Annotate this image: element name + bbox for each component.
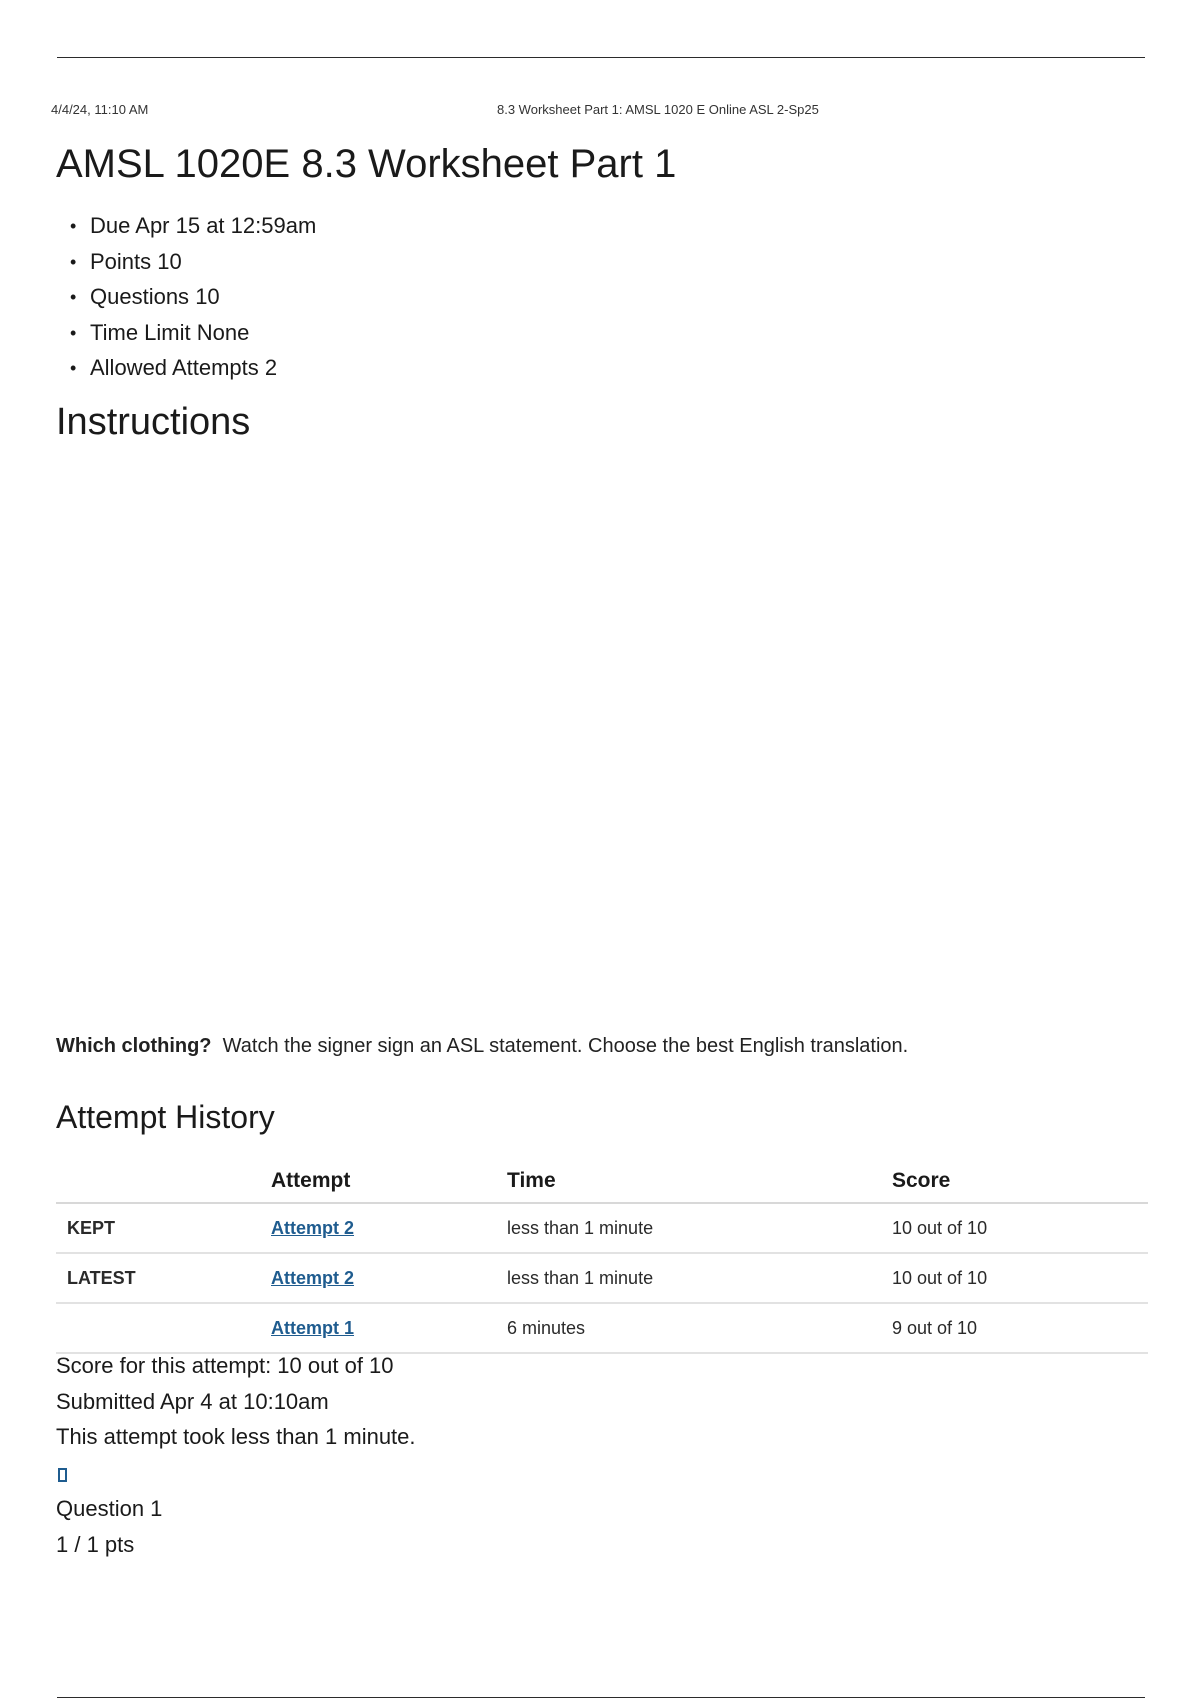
attempt-flag: LATEST: [56, 1253, 271, 1303]
attempt-time: 6 minutes: [507, 1303, 892, 1353]
instructions-video-area: [56, 470, 1144, 1010]
attempt-score: 9 out of 10: [892, 1303, 1148, 1353]
table-row: [56, 1303, 1148, 1353]
column-header-attempt: Attempt: [271, 1160, 507, 1203]
attempt-flag: [56, 1303, 271, 1353]
table-row: [56, 1203, 1148, 1253]
print-date: 4/4/24, 11:10 AM: [51, 102, 149, 117]
attempt-link[interactable]: Attempt 1: [271, 1317, 355, 1338]
quiz-detail-label: Time Limit: [90, 319, 191, 345]
quiz-detail-label: Points: [90, 248, 152, 274]
table-header-row: [56, 1160, 1148, 1203]
quiz-detail-allowed-attempts: [70, 354, 316, 390]
instructions-heading: Instructions: [56, 401, 251, 443]
attempt-link[interactable]: Attempt 2: [271, 1267, 355, 1288]
question-header: [56, 1495, 162, 1567]
attempt-history-heading: Attempt History: [56, 1099, 275, 1135]
quiz-detail-questions: [70, 283, 316, 319]
quiz-detail-value: 10: [157, 248, 182, 274]
attempt-link[interactable]: Attempt 2: [271, 1217, 355, 1238]
attempt-time: less than 1 minute: [507, 1253, 892, 1303]
attempt-flag: KEPT: [56, 1203, 271, 1253]
attempt-duration-text: This attempt took less than 1 minute.: [56, 1424, 416, 1449]
print-page-title: 8.3 Worksheet Part 1: AMSL 1020 E Online ASL 2-Sp25: [497, 102, 819, 117]
page-title: AMSL 1020E 8.3 Worksheet Part 1: [56, 142, 677, 186]
quiz-detail-label: Due: [90, 213, 131, 238]
quiz-detail-value: 2: [264, 355, 278, 380]
question-prompt-bold: Which clothing?: [56, 1035, 212, 1057]
top-divider: [57, 57, 1145, 58]
quiz-detail-label: Allowed Attempts: [90, 355, 259, 380]
column-header: [56, 1160, 271, 1203]
bottom-divider: [57, 1697, 1145, 1698]
quiz-detail-value: Apr 15 at 12:59am: [135, 213, 317, 238]
column-header-time: Time: [507, 1160, 892, 1203]
question-points: 1 / 1 pts: [56, 1532, 135, 1557]
attempt-score: 10 out of 10: [892, 1253, 1148, 1303]
question-title: Question 1: [56, 1496, 163, 1521]
column-header-score: Score: [892, 1160, 1148, 1203]
question-prompt-text: Watch the signer sign an ASL statement. Choose the best English translation.: [222, 1035, 909, 1057]
attempt-score-text: Score for this attempt: 10 out of 10: [56, 1353, 394, 1378]
quiz-detail-points: [70, 248, 316, 284]
attempt-summary: [56, 1352, 416, 1459]
quiz-detail-value: 10: [195, 284, 220, 309]
quiz-detail-time-limit: [70, 319, 316, 355]
question-prompt: [56, 1035, 908, 1058]
quiz-details-list: [70, 212, 316, 390]
attempt-score: 10 out of 10: [892, 1203, 1148, 1253]
quiz-detail-value: None: [196, 319, 250, 345]
table-row: [56, 1253, 1148, 1303]
quiz-detail-label: Questions: [90, 284, 190, 309]
attempt-history-table: [56, 1160, 1148, 1354]
attempt-submitted-text: Submitted Apr 4 at 10:10am: [56, 1388, 329, 1414]
attempt-time: less than 1 minute: [507, 1203, 892, 1253]
quiz-detail-due: [70, 212, 316, 248]
flag-icon[interactable]: [58, 1468, 67, 1482]
